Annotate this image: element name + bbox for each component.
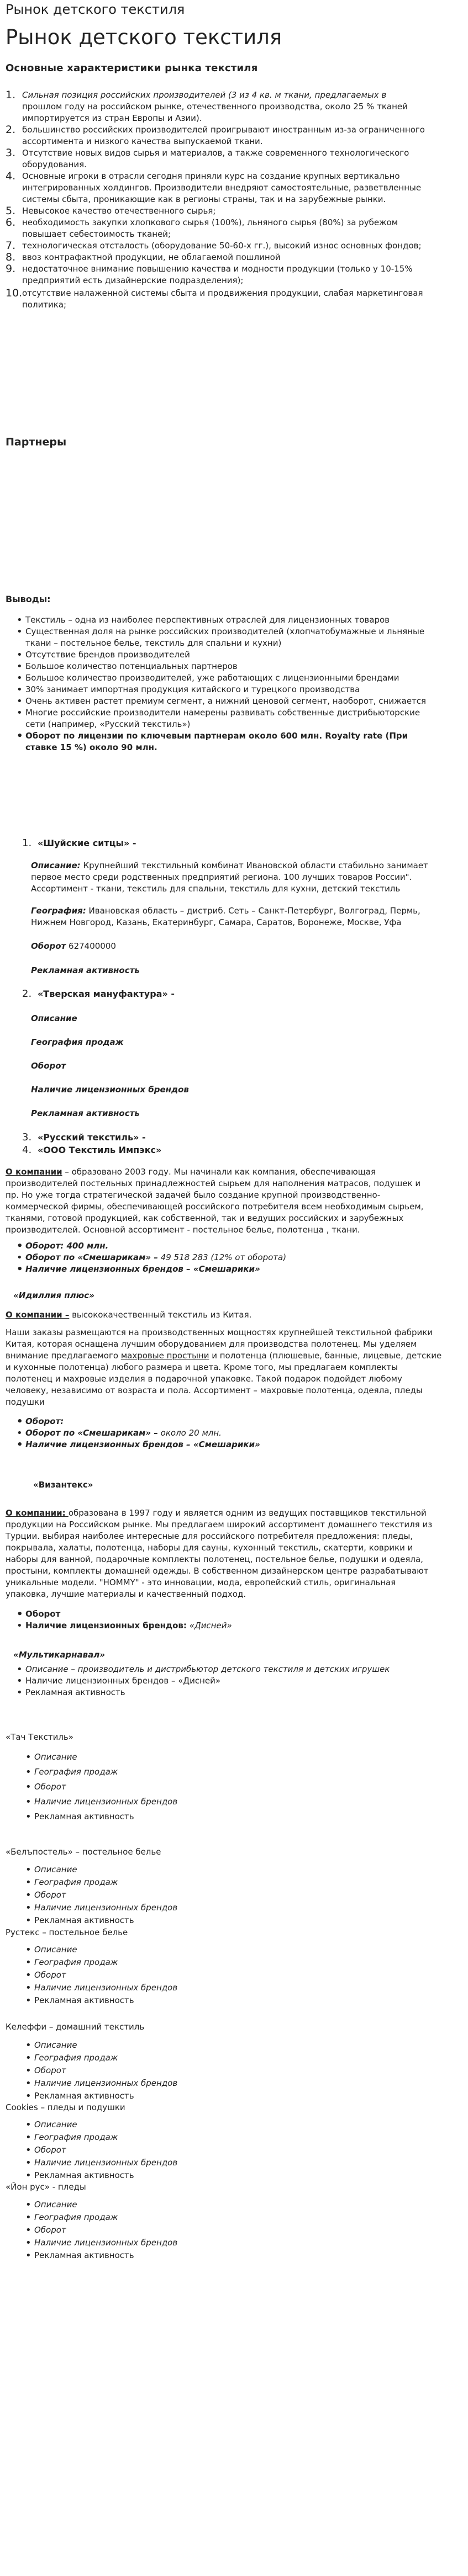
company-3-text-line-8: упаковка, лучшие материалы и качественный подход.	[6, 1589, 246, 1599]
partner-1-description	[31, 860, 460, 895]
conclusion-item: сети (например, «Русский текстиль»)	[25, 719, 191, 729]
partner-2-field-advertising: Рекламная активность	[31, 1108, 140, 1118]
field-item: • Оборот	[6, 1969, 462, 1982]
company-3-text-line-6: простыни, комплекты домашней одежды. В собственном дизайнерском центре разрабатывают	[6, 1566, 429, 1576]
field-item: • Рекламная активность	[6, 2090, 462, 2102]
page-heading: Рынок детского текстиля	[6, 25, 282, 49]
company-2-smesh-turnover	[6, 1427, 462, 1439]
conclusion-item: • Многие российские производители намерены развивать собственные дистрибьюторские	[6, 707, 462, 719]
partner-1-number: 1.	[22, 837, 32, 849]
characteristic-line: импортируется из стран Европы и Азии).	[22, 113, 202, 123]
company-4-name: «Мультикарнавал»	[13, 1650, 106, 1660]
company-2-text-line-5: полотенец и махровые изделия в подарочной упаковке. Такой подарок подойдет любому	[6, 1374, 402, 1384]
field-item: • Рекламная активность	[6, 2169, 462, 2182]
company-6-name: «Белъпостель» – постельное белье	[6, 1847, 161, 1857]
company-1-turnover: • Оборот: 400 млн.	[6, 1240, 462, 1252]
conclusion-item: • Существенная доля на рынке российских производителей (хлопчатобумажные и льняные	[6, 626, 462, 638]
field-item: • Наличие лицензионных брендов	[6, 2077, 462, 2090]
company-2-facts	[6, 1416, 462, 1451]
field-item: • Описание	[6, 1863, 462, 1876]
characteristic-line: недостаточное внимание повышению качества и модности продукции (только у 10-15%	[22, 264, 413, 274]
field-item: • Наличие лицензионных брендов	[6, 1794, 462, 1809]
characteristic-number: 5.	[6, 205, 16, 217]
company-2-text-line-1: Наши заказы размещаются на производственных мощностях крупнейшей текстильной фабрики	[6, 1327, 433, 1337]
field-item: • Оборот	[6, 2224, 462, 2237]
characteristic-number: 2.	[6, 124, 16, 136]
field-item: • География продаж	[6, 2052, 462, 2064]
field-item: • Рекламная активность	[6, 1994, 462, 2007]
partner-1-description-line-3: Ассортимент - ткани, текстиль для спальни, текстиль для кухни, детский текстиль	[31, 884, 401, 894]
field-item: • Описание	[6, 1943, 462, 1956]
characteristic-line: необходимость закупки хлопкового сырья (100%), льняного сырья (80%) за рубежом	[22, 217, 398, 227]
company-1-smesh-turnover	[6, 1252, 462, 1263]
partner-4	[22, 1144, 462, 1156]
characteristic-line: политика;	[22, 300, 67, 310]
company-3-text-line-1: образована в 1997 году и является одним из ведущих поставщиков текстильной	[68, 1508, 427, 1518]
characteristic-number: 3.	[6, 147, 16, 159]
field-item: • Наличие лицензионных брендов	[6, 1982, 462, 1994]
company-2-brands: • Наличие лицензионных брендов – «Смешарики»	[6, 1439, 462, 1451]
company-4-description: • Описание – производитель и дистрибьютор детского текстиля и детских игрушек	[6, 1664, 462, 1675]
characteristic-item	[6, 217, 462, 240]
company-8-name: Келеффи – домашний текстиль	[6, 2022, 145, 2032]
company-7-name: Рустекс – постельное белье	[6, 1927, 128, 1937]
field-item: • Описание	[6, 1750, 462, 1765]
characteristic-line: прошлом году на российском рынке, отечественного производства, около 25 % тканей	[22, 102, 408, 111]
company-2-text-line-4: и кухонные полотенца) любого размера и цвета. Кроме того, мы предлагаем комплекты	[6, 1362, 398, 1372]
company-4-brands: • Наличие лицензионных брендов – «Дисней»	[6, 1675, 462, 1687]
characteristic-line: системы сбыта, проникающие как в регионы страны, так и на зарубежные рынки.	[22, 194, 386, 204]
field-item: • Оборот	[6, 2064, 462, 2077]
field-item: • Рекламная активность	[6, 2249, 462, 2262]
characteristic-item	[6, 124, 462, 147]
company-6-fields	[6, 1863, 462, 1927]
partner-2-number: 2.	[22, 988, 32, 1000]
conclusion-item: • Отсутствие брендов производителей	[6, 649, 462, 661]
characteristic-line: отсутствие налаженной системы сбыта и продвижения продукции, слабая маркетинговая	[22, 288, 423, 298]
characteristic-line: оборудования.	[22, 160, 87, 169]
conclusion-item: • Очень активен растет премиум сегмент, а нижний ценовой сегмент, наоборот, снижается	[6, 695, 462, 707]
company-1-about-line-4: коммерческой фирмы, обеспечивающей российского потребителя всем необходимым сырьем,	[6, 1202, 424, 1212]
company-2-text-line-3a: внимание предлагаемого	[6, 1351, 119, 1361]
characteristic-line: Сильная позиция российских производителей (3 из 4 кв. м ткани, предлагаемых в	[22, 90, 387, 100]
company-3-text	[6, 1507, 460, 1600]
company-2-text	[6, 1327, 462, 1408]
field-item: • География продаж	[6, 2131, 462, 2144]
conclusion-item: ткани – постельное белье, текстиль для спальни и кухни)	[25, 638, 282, 648]
partner-1-geography	[31, 905, 460, 928]
characteristic-number: 10.	[6, 287, 23, 299]
company-2-turnover: • Оборот:	[6, 1416, 462, 1427]
company-1-smesh-label: Оборот по «Смешарикам» –	[25, 1252, 158, 1262]
company-3-text-line-2: продукции на Российском рынке. Мы предлагаем широкий ассортимент домашнего текстиля из	[6, 1520, 433, 1529]
company-3-brands-value: «Дисней»	[186, 1621, 232, 1630]
company-3-turnover: • Оборот	[6, 1608, 462, 1620]
company-4-facts	[6, 1664, 462, 1698]
partner-1-description-line-1: Крупнейший текстильный комбинат Ивановской области стабильно занимает	[80, 861, 428, 870]
characteristic-item	[6, 263, 462, 286]
partner-2-field-brands: Наличие лицензионных брендов	[31, 1085, 189, 1095]
characteristic-number: 8.	[6, 251, 16, 263]
partner-4-number: 4.	[22, 1144, 32, 1156]
characteristic-number: 6.	[6, 216, 16, 229]
company-4-advertising: • Рекламная активность	[6, 1687, 462, 1698]
partner-1-turnover-label: Оборот	[31, 941, 66, 951]
company-2-towels-link[interactable]: махровые простыни	[120, 1351, 209, 1361]
characteristic-number: 7.	[6, 240, 16, 252]
characteristic-line: Невысокое качество отечественного сырья;	[22, 206, 216, 216]
characteristic-line: Отсутствие новых видов сырья и материалов, а также современного технологического	[22, 148, 409, 158]
characteristic-line: ввоз контрафактной продукции, не облагаемой пошлиной	[22, 252, 281, 262]
company-10-name: «Йон рус» - пледы	[6, 2182, 86, 2192]
partner-1-turnover	[31, 941, 462, 952]
company-2-about	[6, 1309, 462, 1321]
field-item: • Рекламная активность	[6, 1914, 462, 1927]
partner-2	[22, 988, 462, 1000]
characteristic-number: 4.	[6, 170, 16, 182]
field-item: • Описание	[6, 2039, 462, 2052]
company-3-brands-label: Наличие лицензионных брендов:	[25, 1621, 187, 1630]
company-3-about-label: О компании:	[6, 1508, 69, 1518]
field-item: • География продаж	[6, 2211, 462, 2224]
company-2-text-line-7: подушки	[6, 1397, 45, 1407]
partner-1-geography-line-1: Ивановская область – дистриб. Сеть – Санкт-Петербург, Волгоград, Пермь,	[86, 906, 420, 916]
company-2-text-line-6: человеку, независимо от возраста и пола. Ассортимент – махровые полотенца, одеяла, пледы	[6, 1385, 423, 1395]
company-1-about-line-2: производителей постельных принадлежностей сырьем для наполнения матрасов, подушек и	[6, 1178, 421, 1188]
field-item: • Рекламная активность	[6, 1809, 462, 1824]
characteristics-list	[6, 89, 462, 311]
company-3-name: «Византекс»	[33, 1480, 93, 1490]
characteristic-line: ассортимента и низкого качества выпускаемой ткани.	[22, 136, 263, 146]
partner-1-advertising: Рекламная активность	[31, 965, 140, 975]
partner-1-description-label: Описание:	[31, 861, 81, 870]
company-1-about-line-3: пр. Но уже тогда стратегической задачей было создание крупной производственно-	[6, 1190, 381, 1200]
conclusion-item: • Большое количество потенциальных партнеров	[6, 661, 462, 672]
company-5-name: «Тач Текстиль»	[6, 1732, 73, 1742]
company-9-fields	[6, 2118, 462, 2182]
company-5-fields	[6, 1750, 462, 1824]
company-2-about-label: О компании –	[6, 1310, 70, 1320]
partner-1	[22, 837, 462, 849]
section-heading-partners: Партнеры	[6, 436, 67, 448]
company-2-smesh-label: Оборот по «Смешарикам» –	[25, 1428, 158, 1438]
partner-4-name: «ООО Текстиль Импэкс»	[37, 1145, 162, 1155]
partner-3-name: «Русский текстиль» -	[37, 1132, 146, 1143]
partner-1-description-line-2: первое место среди родственных предприятий региона. 100 лучших товаров России".	[31, 872, 412, 882]
characteristic-number: 9.	[6, 263, 16, 275]
characteristic-item	[6, 288, 462, 311]
conclusion-item: • Большое количество производителей, уже работающих с лицензионными брендами	[6, 672, 462, 684]
characteristic-number: 1.	[6, 89, 16, 101]
company-1-smesh-value: 49 518 283 (12% от оборота)	[157, 1252, 287, 1262]
partner-3-number: 3.	[22, 1132, 32, 1143]
conclusion-item: ставке 15 %) около 90 млн.	[25, 742, 157, 752]
characteristic-line: Основные игроки в отрасли сегодня приняли курс на создание крупных вертикально	[22, 171, 400, 181]
characteristic-item	[6, 147, 462, 171]
company-3-text-line-7: уникальные модели. "HOMMY" - это инновации, мода, европейский стиль, оригинальная	[6, 1578, 396, 1587]
characteristic-item	[6, 205, 462, 217]
characteristic-line: технологическая отсталость (оборудование 50-60-х гг.), высокий износ основных фондов;	[22, 241, 422, 251]
company-1-about	[6, 1166, 462, 1236]
characteristic-item	[6, 89, 462, 124]
characteristic-line: интегрированных холдингов. Производители внедряют самостоятельные, разветвленные	[22, 183, 422, 193]
partner-1-geography-label: География:	[31, 906, 86, 916]
company-2-text-line-3b: и полотенца (плюшевые, банные, лицевые, детские	[209, 1351, 442, 1361]
characteristic-item	[6, 171, 462, 205]
field-item: • Описание	[6, 2198, 462, 2211]
conclusion-item: • Оборот по лицензии по ключевым партнерам около 600 млн. Royalty rate (При	[6, 730, 462, 742]
company-2-name: «Идиллия плюс»	[13, 1290, 94, 1300]
partner-2-field-geography: География продаж	[31, 1037, 124, 1047]
company-1-about-label: О компании	[6, 1167, 62, 1177]
partner-2-field-description: Описание	[31, 1013, 77, 1023]
company-3-facts	[6, 1608, 462, 1632]
field-item: • Описание	[6, 2118, 462, 2131]
company-1-about-line-5: тканями, готовой продукцией, как собственной, так и ведущих российских и зарубежных	[6, 1213, 404, 1223]
company-3-text-line-5: наборы для ванной, подарочные комплекты полотенец, постельное белье, подушки и одеяла,	[6, 1554, 423, 1564]
company-3-text-line-3: Турции. выбирая наиболее интересные для российского потребителя предложения: пледы,	[6, 1531, 413, 1541]
company-3-text-line-4: покрывала, халаты, полотенца, наборы для сауны, кухонный текстиль, скатерти, коврики и	[6, 1543, 413, 1553]
company-3-brands	[6, 1620, 462, 1632]
field-item: • Наличие лицензионных брендов	[6, 2157, 462, 2169]
partner-1-geography-line-2: Нижнем Новгород, Казань, Екатеринбург, Самара, Саратов, Воронеже, Москве, Уфа	[31, 917, 402, 927]
partner-3	[22, 1132, 462, 1144]
characteristic-line: повышает себестоимость тканей;	[22, 229, 171, 239]
field-item: • Наличие лицензионных брендов	[6, 2237, 462, 2249]
field-item: • География продаж	[6, 1765, 462, 1780]
characteristic-line: предприятий есть дизайнерские подразделения);	[22, 275, 244, 285]
characteristic-item	[6, 252, 462, 263]
characteristic-item	[6, 240, 462, 252]
company-1-brands: • Наличие лицензионных брендов – «Смешарики»	[6, 1263, 462, 1275]
field-item: • География продаж	[6, 1876, 462, 1889]
conclusions-list	[6, 614, 462, 753]
section-heading-characteristics: Основные характеристики рынка текстиля	[6, 62, 258, 74]
company-2-text-line-2: Китая, которая оснащена лучшим оборудованием для производства полотенец. Мы уделяем	[6, 1339, 417, 1349]
document-title: Рынок детского текстиля	[6, 2, 185, 17]
field-item: • Наличие лицензионных брендов	[6, 1902, 462, 1914]
field-item: • Оборот	[6, 2144, 462, 2157]
company-2-about-text: высококачественный текстиль из Китая.	[69, 1310, 252, 1320]
partner-2-field-turnover: Оборот	[31, 1061, 66, 1071]
company-9-name: Cookies – пледы и подушки	[6, 2102, 125, 2112]
field-item: • География продаж	[6, 1956, 462, 1969]
company-1-about-line-1: – образовано 2003 году. Мы начинали как компания, обеспечивающая	[62, 1167, 376, 1177]
conclusion-item: • Текстиль – одна из наиболее перспективных отраслей для лицензионных товаров	[6, 614, 462, 626]
company-2-smesh-value: около 20 млн.	[157, 1428, 222, 1438]
company-10-fields	[6, 2198, 462, 2262]
company-1-facts	[6, 1240, 462, 1275]
partner-1-turnover-value: 627400000	[66, 941, 116, 951]
company-7-fields	[6, 1943, 462, 2007]
characteristic-line: большинство российских производителей проигрывают иностранным из-за ограниченного	[22, 125, 425, 135]
field-item: • Оборот	[6, 1889, 462, 1902]
section-heading-conclusions: Выводы:	[6, 594, 51, 604]
field-item: • Оборот	[6, 1780, 462, 1794]
company-1-about-line-6: производителей. Основной ассортимент - постельное белье, полотенца , ткани.	[6, 1225, 360, 1235]
partner-2-name: «Тверская мануфактура» -	[37, 989, 175, 999]
conclusion-item: • 30% занимает импортная продукция китайского и турецкого производства	[6, 684, 462, 695]
partner-1-name: «Шуйские ситцы» -	[37, 838, 136, 848]
company-8-fields	[6, 2039, 462, 2102]
